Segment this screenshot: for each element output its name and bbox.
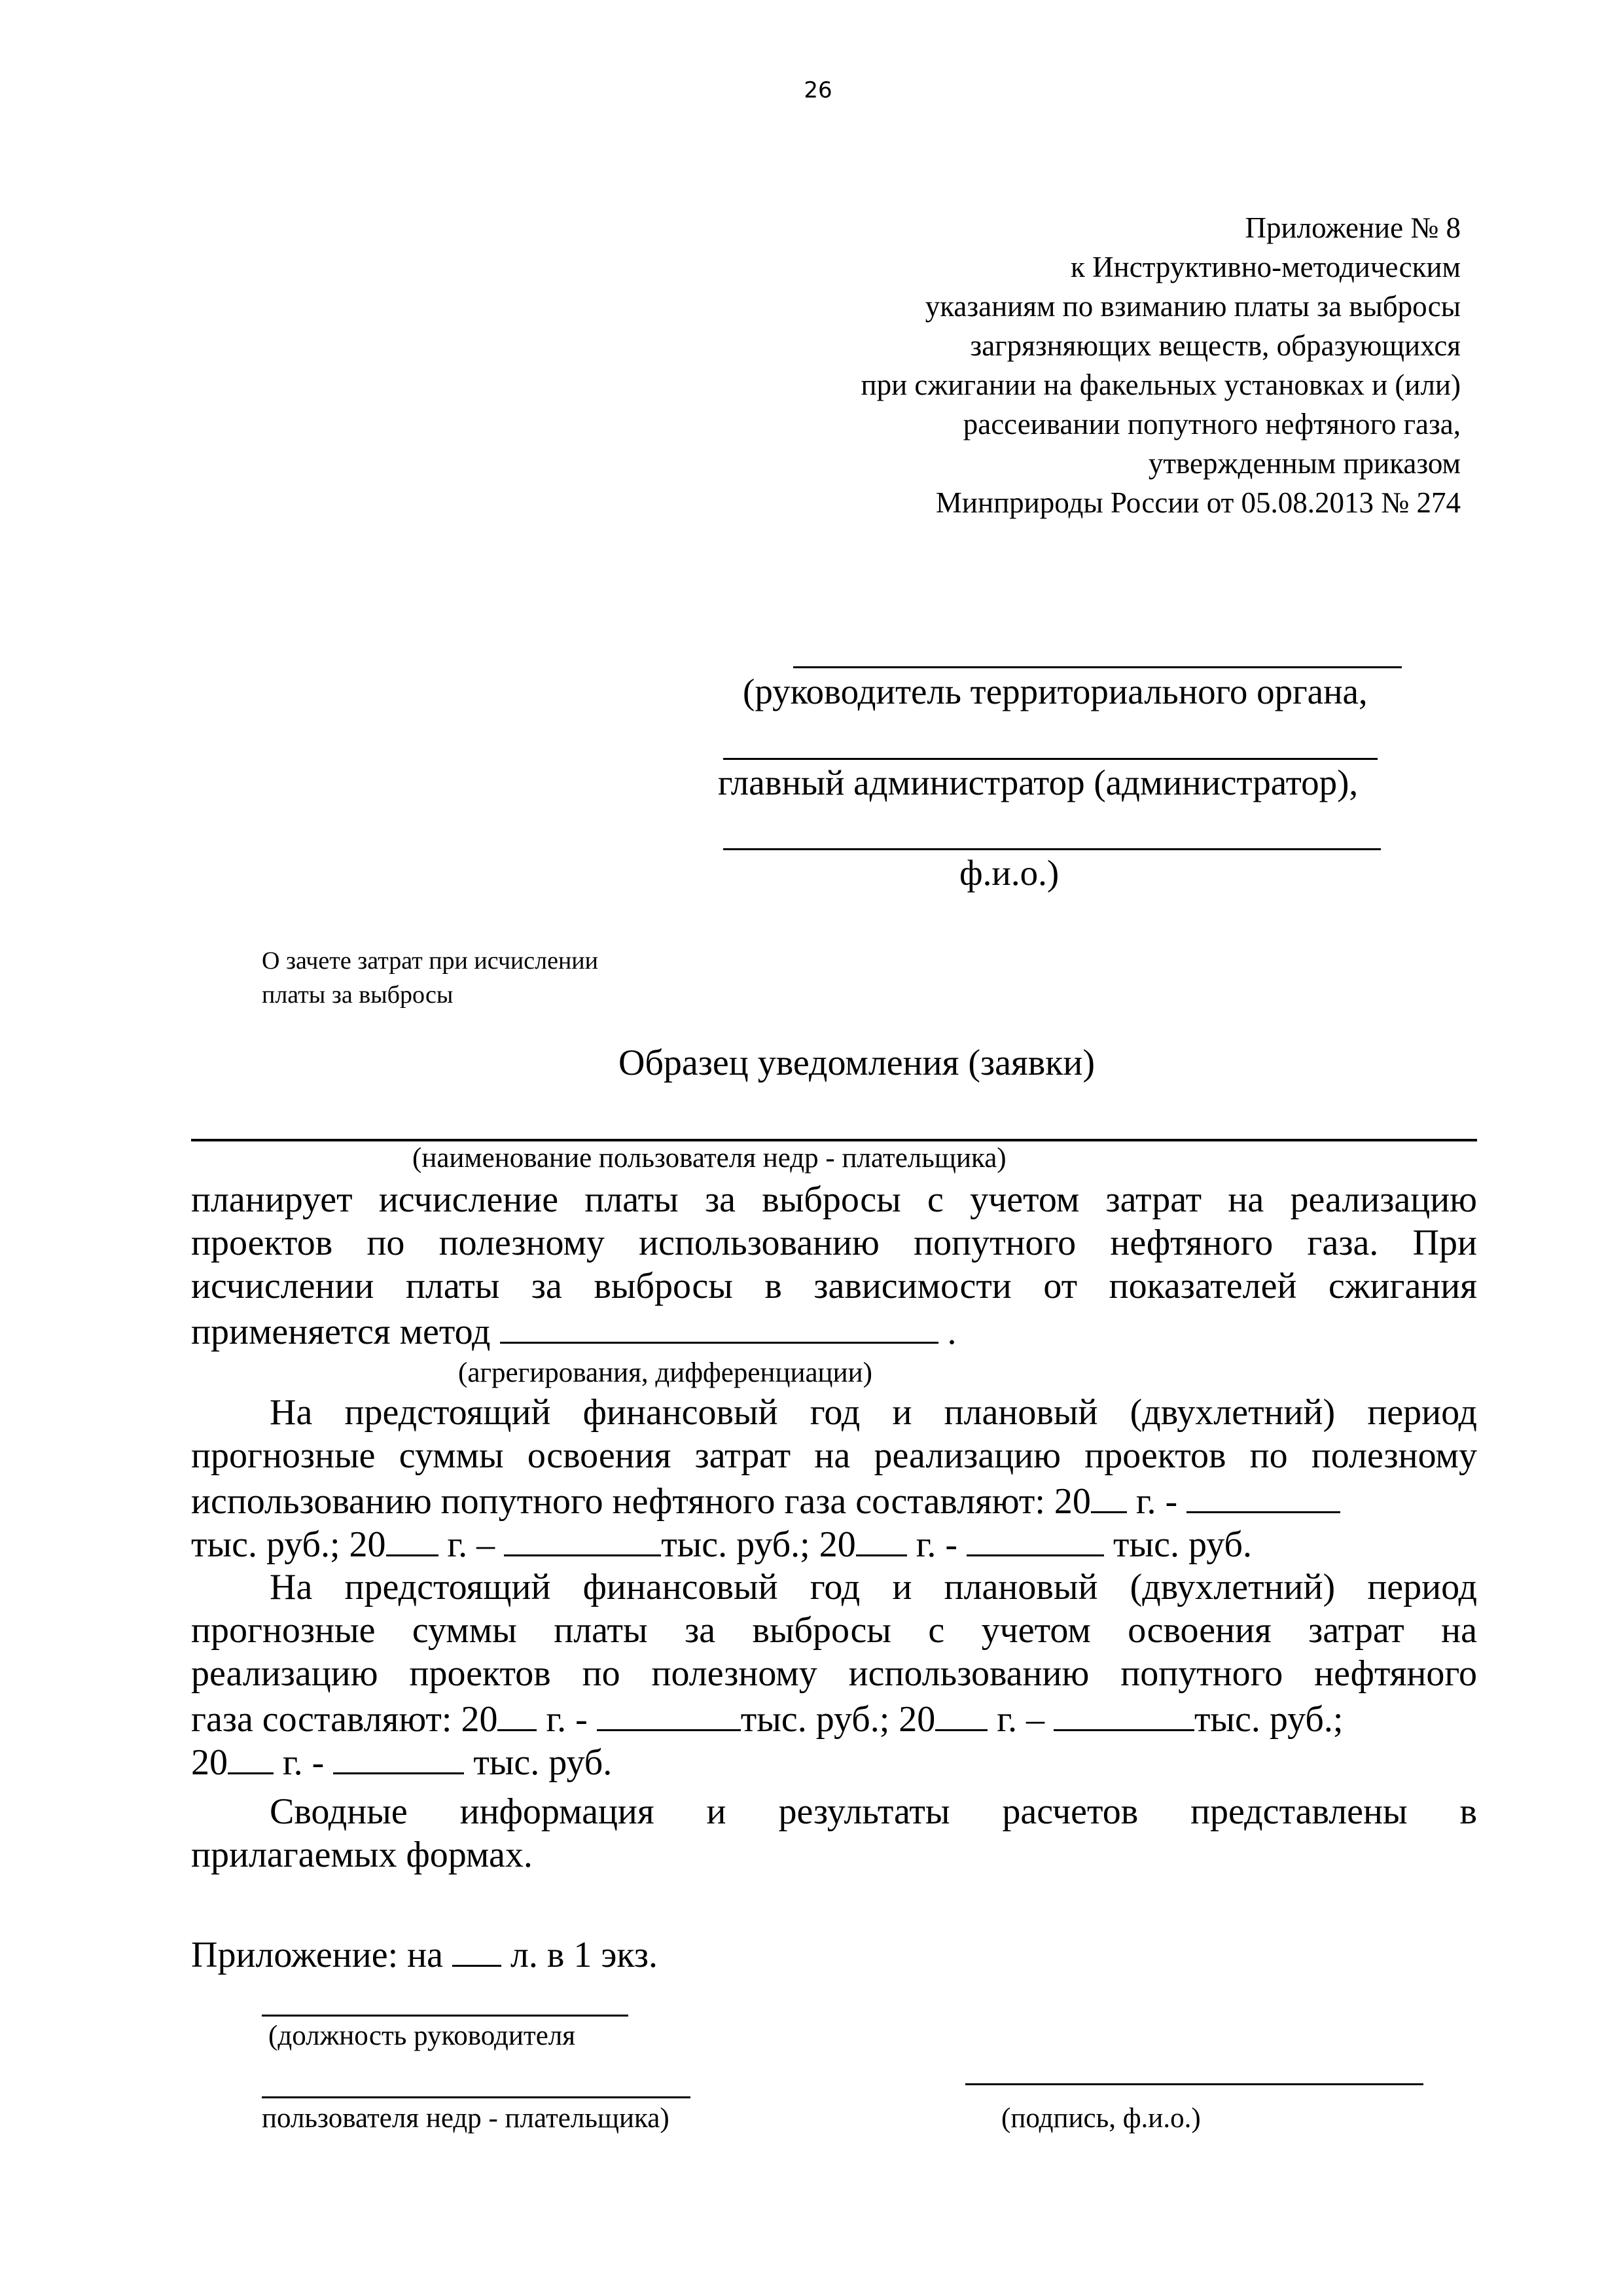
text: тыс. руб.; 20 bbox=[191, 1524, 386, 1565]
appendix-line: рассеивании попутного нефтяного газа, bbox=[963, 408, 1461, 440]
attachment-label: Приложение: на bbox=[191, 1935, 443, 1975]
year-blank bbox=[1091, 1477, 1127, 1513]
text: г. - bbox=[1135, 1481, 1178, 1522]
body-line bbox=[191, 1308, 1477, 1354]
appendix-block bbox=[861, 208, 1461, 522]
appendix-line: при сжигании на факельных установках и (или) bbox=[861, 368, 1461, 401]
amount-blank bbox=[333, 1738, 464, 1774]
period: . bbox=[947, 1312, 957, 1352]
body-line: исчислении платы за выбросы в зависимости от показателей сжигания bbox=[191, 1266, 1477, 1306]
attachment-line bbox=[191, 1931, 658, 1976]
subject-block bbox=[262, 944, 598, 1012]
appendix-line: Минприроды России от 05.08.2013 № 274 bbox=[935, 486, 1461, 519]
text: тыс. руб. bbox=[1113, 1524, 1252, 1565]
amount-blank bbox=[504, 1520, 661, 1556]
amount-blank bbox=[1186, 1477, 1340, 1513]
payer-name-blank bbox=[191, 1139, 1477, 1141]
text: г. – bbox=[997, 1699, 1044, 1740]
body-line: На предстоящий финансовый год и плановый (двухлетний) период bbox=[270, 1567, 1477, 1607]
method-blank bbox=[500, 1308, 938, 1344]
addressee-blank-3 bbox=[723, 848, 1381, 850]
text: тыс. руб.; bbox=[1194, 1699, 1344, 1740]
text: г. - bbox=[283, 1742, 325, 1783]
year-blank bbox=[386, 1520, 438, 1556]
position-blank-1 bbox=[262, 2015, 628, 2017]
text: тыс. руб. bbox=[473, 1742, 613, 1783]
body-line: На предстоящий финансовый год и плановый (двухлетний) период bbox=[270, 1392, 1477, 1433]
addressee-blank-1 bbox=[793, 666, 1402, 668]
year-blank bbox=[856, 1520, 907, 1556]
amount-blank bbox=[1054, 1695, 1194, 1731]
addressee-line-1: (руководитель территориального органа, bbox=[743, 672, 1368, 711]
appendix-line: к Инструктивно-методическим bbox=[1071, 251, 1461, 283]
text: г. – bbox=[447, 1524, 495, 1565]
signature-blank bbox=[965, 2083, 1423, 2085]
body-line: прогнозные суммы платы за выбросы с учетом освоения затрат на bbox=[191, 1610, 1477, 1651]
body-line bbox=[191, 1477, 1477, 1523]
text: тыс. руб.; 20 bbox=[740, 1699, 936, 1740]
position-caption-1: (должность руководителя bbox=[268, 2020, 576, 2051]
year-blank bbox=[497, 1695, 537, 1731]
text: тыс. руб.; 20 bbox=[661, 1524, 856, 1565]
payer-name-caption: (наименование пользователя недр - плательщика) bbox=[412, 1143, 1007, 1174]
body-line: реализацию проектов по полезному использованию попутного нефтяного bbox=[191, 1653, 1477, 1694]
amount-blank bbox=[967, 1520, 1104, 1556]
body-line: проектов по полезному использованию попутного нефтяного газа. При bbox=[191, 1223, 1477, 1263]
position-blank-2 bbox=[262, 2096, 690, 2098]
appendix-line: Приложение № 8 bbox=[1245, 211, 1461, 244]
subject-line: платы за выбросы bbox=[262, 981, 454, 1009]
signature-caption: (подпись, ф.и.о.) bbox=[1001, 2103, 1201, 2134]
text: г. - bbox=[546, 1699, 588, 1740]
addressee-line-2: главный администратор (администратор), bbox=[718, 762, 1359, 802]
page-number: 26 bbox=[804, 77, 832, 103]
addressee-blank-2 bbox=[723, 758, 1378, 760]
body-line: прогнозные суммы освоения затрат на реализацию проектов по полезному bbox=[191, 1435, 1477, 1476]
subject-line: О зачете затрат при исчислении bbox=[262, 947, 598, 975]
body-line: прилагаемых формах. bbox=[191, 1835, 533, 1875]
text: использованию попутного нефтяного газа составляют: 20 bbox=[191, 1481, 1091, 1522]
document-title: Образец уведомления (заявки) bbox=[618, 1043, 1095, 1083]
appendix-line: утвержденным приказом bbox=[1148, 447, 1461, 480]
body-line bbox=[191, 1520, 1477, 1566]
addressee-line-3: ф.и.о.) bbox=[959, 853, 1060, 893]
appendix-line: указаниям по взиманию платы за выбросы bbox=[925, 290, 1461, 323]
position-caption-2: пользователя недр - плательщика) bbox=[262, 2103, 669, 2134]
amount-blank bbox=[597, 1695, 741, 1731]
body-line bbox=[191, 1738, 1477, 1784]
text: газа составляют: 20 bbox=[191, 1699, 498, 1740]
sheets-blank bbox=[452, 1931, 501, 1967]
year-blank bbox=[228, 1738, 274, 1774]
text: 20 bbox=[191, 1742, 228, 1783]
text: г. - bbox=[916, 1524, 958, 1565]
year-blank bbox=[935, 1695, 988, 1731]
attachment-suffix: л. в 1 экз. bbox=[510, 1935, 658, 1975]
body-line bbox=[191, 1695, 1477, 1741]
method-label: применяется метод bbox=[191, 1312, 491, 1352]
body-line: планирует исчисление платы за выбросы с учетом затрат на реализацию bbox=[191, 1179, 1477, 1220]
method-caption: (агрегирования, дифференциации) bbox=[458, 1357, 872, 1388]
body-line: Сводные информация и результаты расчетов представлены в bbox=[270, 1791, 1477, 1832]
appendix-line: загрязняющих веществ, образующихся bbox=[970, 329, 1461, 362]
